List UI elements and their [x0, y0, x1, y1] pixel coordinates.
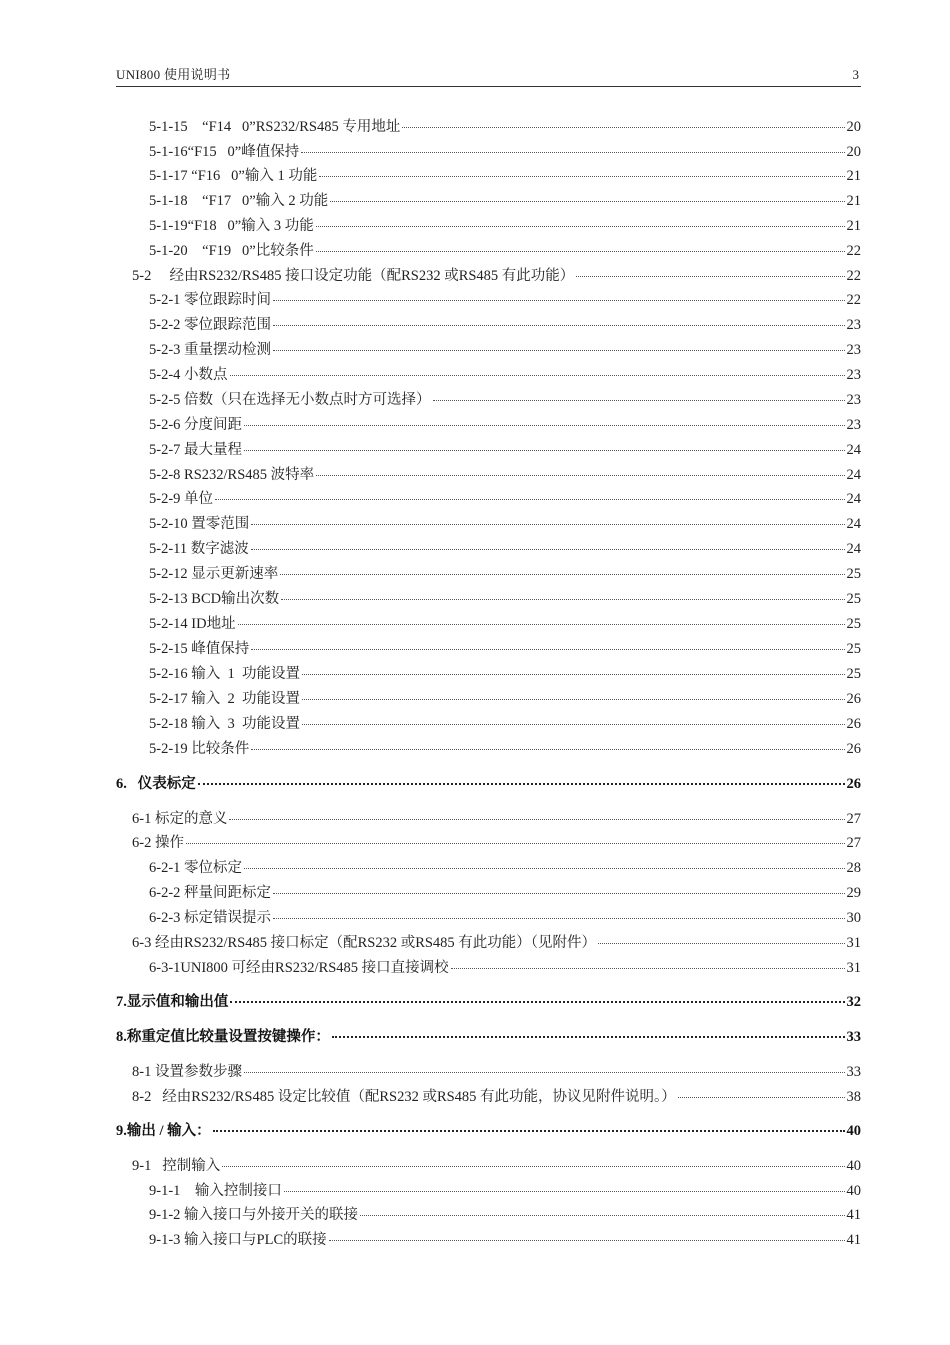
toc-entry-label: 5-1-18 “F17 0”输入 2 功能 [149, 193, 329, 209]
toc-entry-page: 24 [846, 442, 861, 458]
toc-entry-page: 23 [846, 342, 861, 358]
toc-dot-leader [273, 918, 844, 919]
toc-entry-label: 6-1 标定的意义 [132, 811, 228, 827]
toc-entry-label: 6-3 经由RS232/RS485 接口标定（配RS232 或RS485 有此功能）（见附件） [132, 935, 597, 951]
toc-entry-page: 27 [846, 835, 861, 851]
toc-entry[interactable] [149, 637, 861, 658]
toc-entry-label: 5-2-1 零位跟踪时间 [149, 292, 272, 308]
toc-entry-page: 26 [846, 776, 861, 792]
toc-dot-leader [273, 300, 844, 301]
toc-dot-leader [229, 819, 844, 820]
toc-dot-leader [284, 1191, 845, 1192]
toc-dot-leader [213, 1130, 845, 1132]
toc-dot-leader [302, 699, 844, 700]
toc-entry-page: 31 [846, 935, 861, 951]
toc-dot-leader [251, 649, 844, 650]
toc-entry-page: 40 [846, 1123, 861, 1139]
toc-entry-page: 24 [846, 541, 861, 557]
toc-entry-page: 25 [846, 591, 861, 607]
toc-entry[interactable] [149, 737, 861, 758]
toc-chapter-entry[interactable] [116, 1119, 861, 1140]
toc-entry-page: 24 [846, 491, 861, 507]
toc-entry-page: 24 [846, 467, 861, 483]
toc-dot-leader [316, 226, 845, 227]
toc-entry[interactable] [149, 140, 861, 161]
toc-chapter-entry[interactable] [116, 990, 861, 1011]
toc-entry[interactable] [149, 363, 861, 384]
toc-entry-label: 6-2-2 秤量间距标定 [149, 885, 272, 901]
toc-entry-page: 25 [846, 641, 861, 657]
toc-entry-page: 23 [846, 417, 861, 433]
toc-entry-label: 8-2 经由RS232/RS485 设定比较值（配RS232 或RS485 有此功能，协议见附件说明。） [132, 1089, 676, 1105]
toc-entry-label: 6. 仪表标定 [116, 776, 196, 792]
toc-entry-label: 5-1-19“F18 0”输入 3 功能 [149, 218, 314, 234]
toc-dot-leader [433, 400, 845, 401]
toc-dot-leader [251, 524, 844, 525]
toc-entry-label: 5-2-18 输入 3 功能设置 [149, 716, 301, 732]
toc-dot-leader [329, 1240, 845, 1241]
toc-entry-label: 5-2-9 单位 [149, 491, 214, 507]
toc-entry[interactable] [132, 831, 861, 852]
toc-entry-page: 22 [846, 243, 861, 259]
toc-entry[interactable] [132, 1085, 861, 1106]
toc-entry[interactable] [149, 1228, 861, 1249]
toc-dot-leader [222, 1166, 844, 1167]
toc-entry[interactable] [149, 388, 861, 409]
toc-entry-label: 5-1-16“F15 0”峰值保持 [149, 144, 300, 160]
toc-entry[interactable] [149, 463, 861, 484]
toc-dot-leader [244, 1072, 845, 1073]
toc-dot-leader [280, 574, 844, 575]
toc-entry-label: 6-2-1 零位标定 [149, 860, 243, 876]
toc-dot-leader [230, 1001, 844, 1003]
toc-entry-page: 33 [846, 1064, 861, 1080]
toc-dot-leader [332, 1036, 845, 1038]
page-number: 3 [852, 67, 859, 82]
toc-entry-page: 40 [846, 1158, 861, 1174]
toc-entry[interactable] [149, 214, 861, 235]
toc-entry-page: 23 [846, 317, 861, 333]
toc-entry-label: 5-2-8 RS232/RS485 波特率 [149, 467, 315, 483]
page-header [116, 66, 861, 87]
toc-entry-page: 24 [846, 516, 861, 532]
toc-entry-page: 38 [846, 1089, 861, 1105]
toc-entry-page: 29 [846, 885, 861, 901]
toc-entry[interactable] [149, 856, 861, 877]
toc-entry[interactable] [149, 487, 861, 508]
toc-dot-leader [244, 868, 844, 869]
toc-entry-label: 5-2-16 输入 1 功能设置 [149, 666, 301, 682]
toc-entry-label: 9.输出 / 输入： [116, 1123, 211, 1139]
toc-dot-leader [198, 783, 845, 785]
toc-entry-label: 5-2-13 BCD输出次数 [149, 591, 280, 607]
toc-entry-page: 26 [846, 716, 861, 732]
toc-entry[interactable] [149, 512, 861, 533]
toc-entry-page: 33 [846, 1029, 861, 1045]
toc-entry-page: 40 [846, 1183, 861, 1199]
toc-entry-page: 21 [846, 168, 861, 184]
toc-entry-label: 5-2-11 数字滤波 [149, 541, 249, 557]
toc-entry-page: 31 [846, 960, 861, 976]
toc-entry-label: 5-2-12 显示更新速率 [149, 566, 279, 582]
toc-entry[interactable] [149, 164, 861, 185]
toc-entry-label: 5-2-15 峰值保持 [149, 641, 250, 657]
toc-entry-label: 5-2-4 小数点 [149, 367, 228, 383]
toc-entry-label: 6-2 操作 [132, 835, 184, 851]
toc-entry-label: 5-2-14 ID地址 [149, 616, 236, 632]
toc-entry[interactable] [149, 712, 861, 733]
toc-entry[interactable] [132, 1060, 861, 1081]
toc-entry[interactable] [149, 662, 861, 683]
toc-entry-label: 5-2-2 零位跟踪范围 [149, 317, 272, 333]
toc-entry-page: 22 [846, 268, 861, 284]
toc-entry-page: 25 [846, 566, 861, 582]
toc-entry[interactable] [149, 239, 861, 260]
toc-dot-leader [230, 375, 845, 376]
toc-dot-leader [251, 749, 844, 750]
toc-entry-label: 8.称重定值比较量设置按键操作： [116, 1029, 330, 1045]
toc-entry-page: 41 [846, 1207, 861, 1223]
toc-entry-label: 9-1-1 输入控制接口 [149, 1183, 282, 1199]
toc-entry[interactable] [149, 313, 861, 334]
toc-entry[interactable] [149, 956, 861, 977]
toc-chapter-entry[interactable] [116, 772, 861, 793]
toc-entry[interactable] [149, 881, 861, 902]
toc-entry-page: 25 [846, 666, 861, 682]
toc-entry-label: 5-2-17 输入 2 功能设置 [149, 691, 301, 707]
toc-entry[interactable] [149, 687, 861, 708]
toc-dot-leader [451, 968, 845, 969]
toc-entry[interactable] [149, 438, 861, 459]
toc-entry-label: 5-1-20 “F19 0”比较条件 [149, 243, 314, 259]
toc-entry-page: 32 [846, 994, 861, 1010]
toc-entry-label: 5-2-10 置零范围 [149, 516, 250, 532]
toc-entry-page: 25 [846, 616, 861, 632]
toc-dot-leader [186, 843, 845, 844]
toc-dot-leader [281, 599, 844, 600]
toc-entry-page: 30 [846, 910, 861, 926]
toc-entry[interactable] [149, 1179, 861, 1200]
toc-entry-page: 26 [846, 741, 861, 757]
toc-entry-label: 5-2 经由RS232/RS485 接口设定功能（配RS232 或RS485 有此功能） [132, 268, 575, 284]
toc-entry-label: 5-2-6 分度间距 [149, 417, 243, 433]
toc-entry-label: 9-1-3 输入接口与PLC的联接 [149, 1232, 327, 1248]
toc-dot-leader [238, 624, 845, 625]
document-title: UNI800 使用说明书 [116, 67, 231, 82]
toc-entry-label: 5-2-19 比较条件 [149, 741, 250, 757]
toc-dot-leader [273, 350, 844, 351]
toc-dot-leader [301, 152, 844, 153]
toc-entry[interactable] [132, 264, 861, 285]
toc-entry[interactable] [149, 338, 861, 359]
toc-entry[interactable] [132, 931, 861, 952]
toc-dot-leader [316, 251, 845, 252]
toc-entry[interactable] [132, 1154, 861, 1175]
toc-entry-label: 5-2-5 倍数（只在选择无小数点时方可选择） [149, 392, 431, 408]
toc-entry-label: 6-3-1UNI800 可经由RS232/RS485 接口直接调校 [149, 960, 449, 976]
toc-dot-leader [316, 475, 844, 476]
toc-dot-leader [273, 325, 844, 326]
toc-dot-leader [302, 724, 844, 725]
toc-entry[interactable] [132, 807, 861, 828]
toc-entry-label: 7.显示值和输出值 [116, 994, 229, 1010]
toc-entry-label: 9-1-2 输入接口与外接开关的联接 [149, 1207, 359, 1223]
toc-entry-page: 28 [846, 860, 861, 876]
toc-entry[interactable] [149, 288, 861, 309]
toc-entry[interactable] [149, 587, 861, 608]
toc-entry[interactable] [149, 189, 861, 210]
toc-entry-page: 20 [846, 144, 861, 160]
toc-entry-page: 23 [846, 367, 861, 383]
toc-entry[interactable] [149, 537, 861, 558]
toc-chapter-entry[interactable] [116, 1025, 861, 1046]
toc-entry-page: 22 [846, 292, 861, 308]
toc-dot-leader [330, 201, 844, 202]
toc-entry-label: 5-2-7 最大量程 [149, 442, 243, 458]
toc-dot-leader [251, 549, 845, 550]
toc-entry[interactable] [149, 115, 861, 136]
toc-dot-leader [678, 1097, 845, 1098]
toc-dot-leader [402, 127, 844, 128]
toc-dot-leader [244, 450, 844, 451]
toc-entry-label: 5-2-3 重量摆动检测 [149, 342, 272, 358]
toc-dot-leader [598, 943, 844, 944]
toc-entry-page: 27 [846, 811, 861, 827]
toc-dot-leader [302, 674, 844, 675]
toc-dot-leader [576, 276, 844, 277]
toc-dot-leader [244, 425, 844, 426]
toc-entry[interactable] [149, 562, 861, 583]
toc-dot-leader [360, 1215, 844, 1216]
toc-dot-leader [215, 499, 844, 500]
toc-entry-page: 26 [846, 691, 861, 707]
toc-dot-leader [273, 893, 844, 894]
toc-entry-label: 5-1-15 “F14 0”RS232/RS485 专用地址 [149, 119, 401, 135]
toc-entry-label: 9-1 控制输入 [132, 1158, 221, 1174]
toc-entry-label: 8-1 设置参数步骤 [132, 1064, 242, 1080]
toc-entry[interactable] [149, 612, 861, 633]
toc-entry-page: 21 [846, 218, 861, 234]
toc-entry[interactable] [149, 1203, 861, 1224]
toc-entry-page: 21 [846, 193, 861, 209]
toc-entry-label: 5-1-17 “F16 0”输入 1 功能 [149, 168, 318, 184]
toc-entry[interactable] [149, 906, 861, 927]
toc-dot-leader [319, 176, 844, 177]
toc-entry-label: 6-2-3 标定错误提示 [149, 910, 272, 926]
toc-entry-page: 23 [846, 392, 861, 408]
toc-entry-page: 20 [846, 119, 861, 135]
toc-entry-page: 41 [846, 1232, 861, 1248]
toc-entry[interactable] [149, 413, 861, 434]
